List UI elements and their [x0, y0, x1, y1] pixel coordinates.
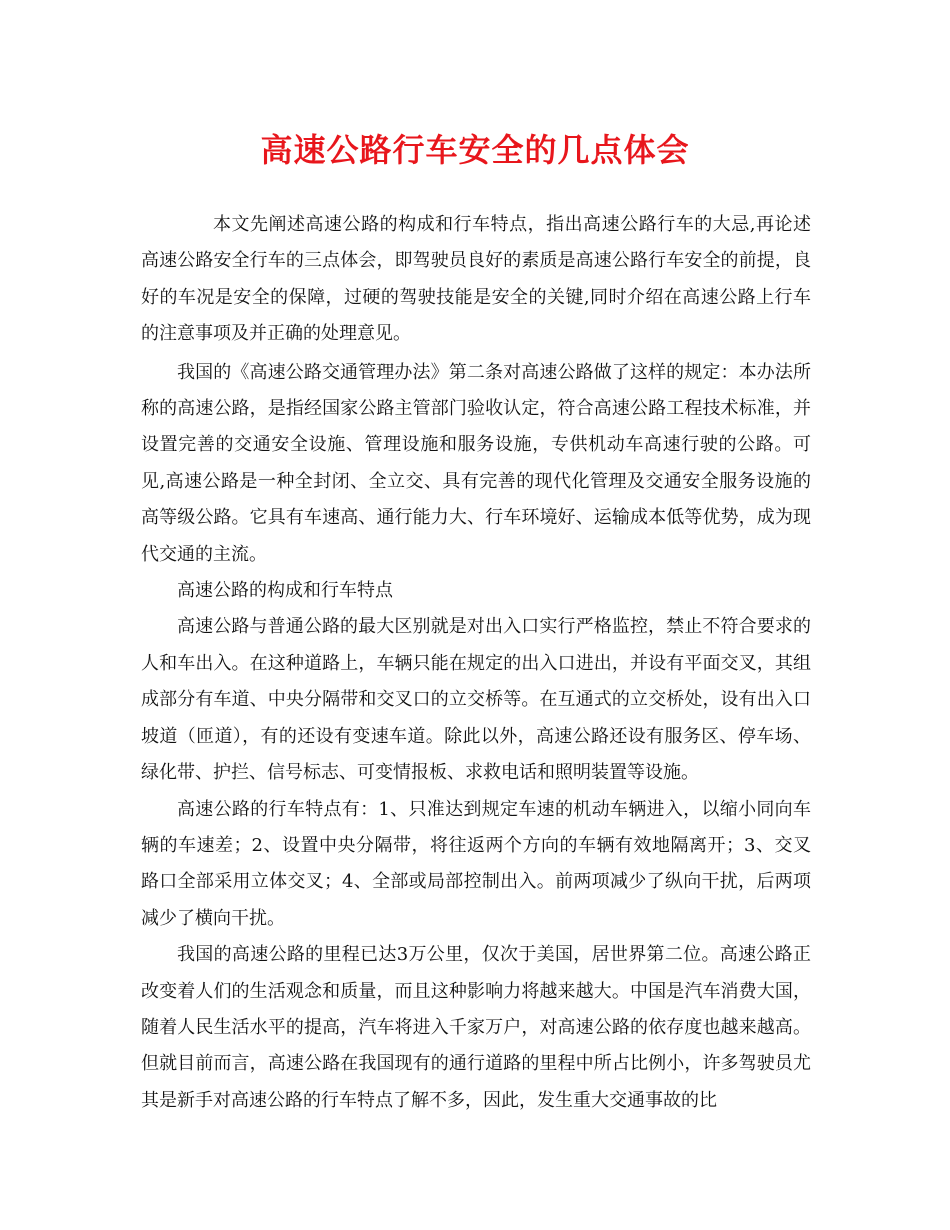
section-heading: 高速公路的构成和行车特点	[177, 580, 393, 602]
document-body	[141, 207, 811, 1119]
abstract-paragraph: 本文先阐述高速公路的构成和行车特点，指出高速公路行车的大忌,再论述高速公路安全行车的三点体会，即驾驶员良好的素质是高速公路行车安全的前提，良好的车况是安全的保障，过硬的驾驶技能是安全的关键,同时介绍在高速公路上行车的注意事项及并正确的处理意见。	[141, 214, 811, 345]
paragraph-composition: 高速公路与普通公路的最大区别就是对出入口实行严格监控，禁止不符合要求的人和车出入。在这种道路上，车辆只能在规定的出入口进出，并设有平面交叉，其组成部分有车道、中央分隔带和交叉口的立交桥等。在互通式的立交桥处，设有出入口坡道（匝道），有的还设有变速车道。除此以外，高速公路还设有服务区、停车场、绿化带、护拦、信号标志、可变情报板、求救电话和照明装置等设施。	[141, 616, 811, 784]
paragraph-mileage: 我国的高速公路的里程已达3万公里，仅次于美国，居世界第二位。高速公路正改变着人们的生活观念和质量，而且这种影响力将越来越大。中国是汽车消费大国，随着人民生活水平的提高，汽车将进入千家万户，对高速公路的依存度也越来越高。但就目前而言，高速公路在我国现有的通行道路的里程中所占比例小，许多驾驶员尤其是新手对高速公路的行车特点了解不多，因此，发生重大交通事故的比	[141, 944, 811, 1111]
document-title: 高速公路行车安全的几点体会	[260, 131, 690, 169]
paragraph-regulation: 我国的《高速公路交通管理办法》第二条对高速公路做了这样的规定：本办法所称的高速公路，是指经国家公路主管部门验收认定，符合高速公路工程技术标准，并设置完善的交通安全设施、管理设施和服务设施，专供机动车高速行驶的公路。可见,高速公路是一种全封闭、全立交、具有完善的现代化管理及交通安全服务设施的高等级公路。它具有车速高、通行能力大、行车环境好、运输成本低等优势，成为现代交通的主流。	[141, 361, 811, 565]
paragraph-features: 高速公路的行车特点有：1、只准达到规定车速的机动车辆进入，以缩小同向车辆的车速差；2、设置中央分隔带，将往返两个方向的车辆有效地隔离开；3、交叉路口全部采用立体交叉；4、全部或局部控制出入。前两项减少了纵向干扰，后两项减少了横向干扰。	[141, 798, 811, 929]
